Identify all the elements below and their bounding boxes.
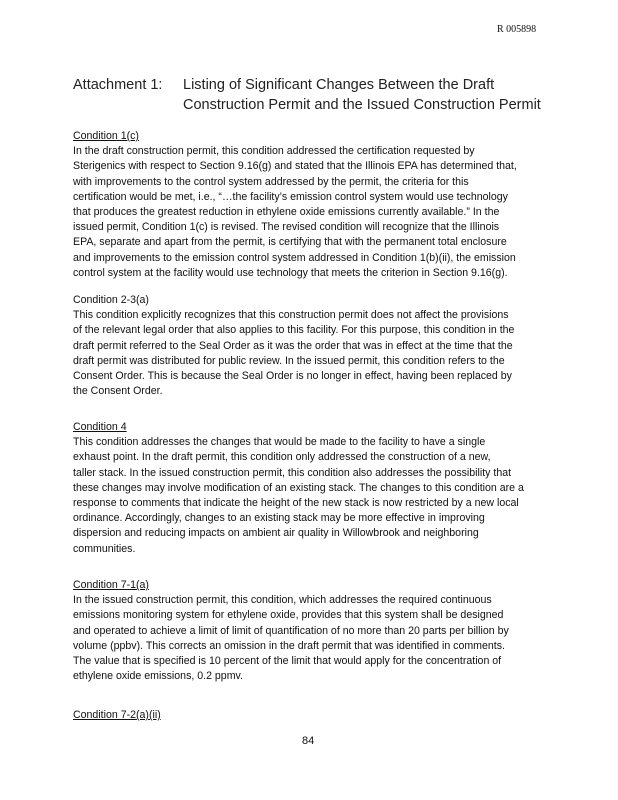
condition-heading: Condition 7-2(a)(ii) — [73, 709, 161, 721]
paragraph-line: Sterigenics with respect to Section 9.16(g) and stated that the Illinois EPA has determined that, — [73, 160, 517, 173]
paragraph-line: with improvements to the control system addressed by the permit, the criteria for this — [73, 175, 469, 188]
paragraph-line: This condition addresses the changes that would be made to the facility to have a single — [73, 436, 486, 449]
condition-heading: Condition 7-1(a) — [73, 579, 149, 591]
paragraph-line: EPA, separate and apart from the permit, is certifying that with the permanent total enclosure — [73, 236, 507, 249]
paragraph-line: Consent Order. This is because the Seal Order is no longer in effect, having been replaced by — [73, 370, 512, 383]
paragraph-line: In the issued construction permit, this condition, which addresses the required continuous — [73, 594, 492, 607]
paragraph-line: and improvements to the emission control system addressed in Condition 1(b)(ii), the emission — [73, 251, 516, 264]
attachment-heading — [183, 75, 541, 115]
paragraph-line: taller stack. In the issued construction permit, this condition also addresses the possibility that — [73, 466, 512, 479]
paragraph-line: the Consent Order. — [73, 385, 163, 398]
paragraph-line: that produces the greatest reduction in ethylene oxide emissions currently available.” In the — [73, 206, 500, 219]
title-line: Construction Permit and the Issued Construction Permit — [183, 97, 541, 113]
paragraph-line: emissions monitoring system for ethylene oxide, provides that this system shall be designed — [73, 609, 504, 622]
paragraph-line: of the relevant legal order that also applies to this facility. For this purpose, this condition in the — [73, 324, 515, 337]
condition-section — [73, 129, 553, 281]
condition-heading: Condition 1(c) — [73, 130, 139, 142]
title-line: Listing of Significant Changes Between the Draft — [183, 77, 495, 93]
condition-section — [73, 708, 553, 723]
paragraph-line: draft permit referred to the Seal Order as it was the order that was in effect at the time that the — [73, 339, 513, 352]
paragraph-line: ordinance. Accordingly, changes to an existing stack may be more effective in improving — [73, 512, 485, 525]
paragraph-line: dispersion and reducing impacts on ambient air quality in Willowbrook and neighboring — [73, 527, 479, 540]
paragraph-line: response to comments that indicate the height of the new stack is now restricted by a new local — [73, 497, 519, 510]
bates-number: R 005898 — [497, 24, 537, 35]
paragraph-line: draft permit was distributed for public review. In the issued permit, this condition refers to the — [73, 354, 505, 367]
paragraph-line: ethylene oxide emissions, 0.2 ppmv. — [73, 670, 243, 683]
condition-section — [73, 578, 553, 684]
condition-section — [73, 420, 553, 557]
paragraph-line: In the draft construction permit, this condition addressed the certification requested by — [73, 145, 475, 158]
condition-section — [73, 293, 553, 399]
page-number: 84 — [302, 735, 315, 747]
paragraph-line: volume (ppbv). This corrects an omission in the draft permit that was identified in comments. — [73, 639, 505, 652]
condition-heading: Condition 4 — [73, 421, 127, 433]
paragraph-line: exhaust point. In the draft permit, this condition only addressed the construction of a new, — [73, 451, 491, 464]
paragraph-line: communities. — [73, 542, 136, 555]
condition-heading: Condition 2-3(a) — [73, 294, 149, 306]
paragraph-line: certification would be met, i.e., “…the facility’s emission control system would use technology — [73, 190, 508, 203]
attachment-label: Attachment 1: — [73, 77, 163, 93]
paragraph-line: and operated to achieve a limit of limit of quantification of no more than 20 parts per billion by — [73, 624, 509, 637]
paragraph-line: these changes may involve modification of an existing stack. The changes to this condition are a — [73, 481, 524, 494]
paragraph-line: control system at the facility would use technology that meets the criterion in Section 9.16(g). — [73, 266, 508, 279]
paragraph-line: issued permit, Condition 1(c) is revised. The revised condition will recognize that the Illinois — [73, 221, 500, 234]
paragraph-line: This condition explicitly recognizes that this construction permit does not affect the provisions — [73, 309, 509, 322]
paragraph-line: The value that is specified is 10 percent of the limit that would apply for the concentration of — [73, 655, 502, 668]
